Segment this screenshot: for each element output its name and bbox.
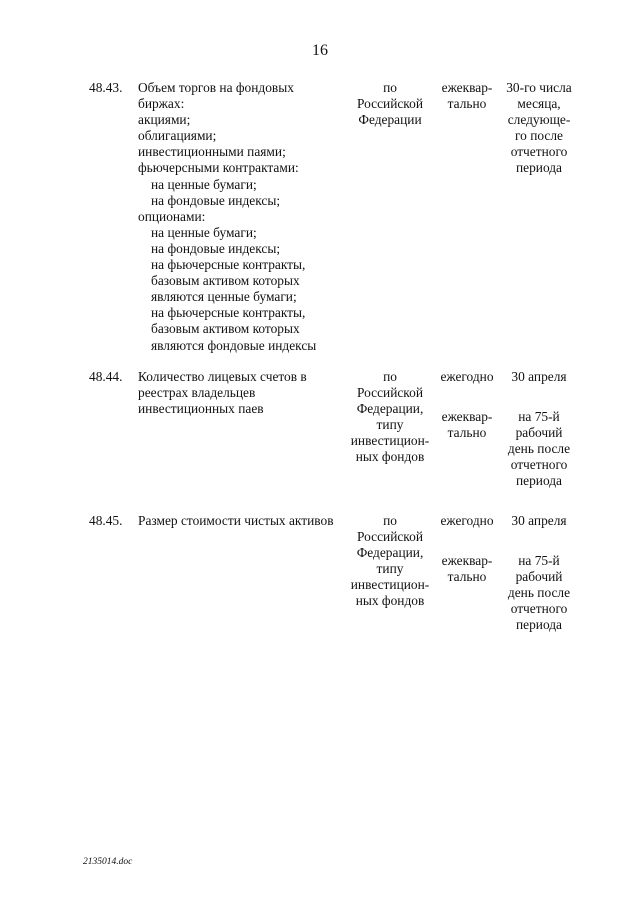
- frequency-line: ежеквар-: [441, 409, 493, 425]
- name-line: на фьючерсные контракты,: [151, 305, 306, 321]
- name-line: на ценные бумаги;: [151, 224, 257, 240]
- breakdown-scope: [344, 369, 436, 466]
- item-number: 48.44.: [89, 369, 123, 384]
- frequency-line: тально: [447, 569, 487, 585]
- frequency-line: тально: [447, 96, 487, 112]
- deadline-line: 30-го числа: [506, 80, 572, 95]
- name-line: базовым активом которых: [151, 273, 300, 289]
- frequency-line: ежегодно: [440, 369, 494, 384]
- scope-line: Российской: [357, 529, 423, 545]
- document-file-code: 2135014.doc: [83, 857, 133, 867]
- name-line: акциями;: [138, 112, 191, 128]
- name-line: на фондовые индексы;: [151, 192, 281, 208]
- scope-line: Российской: [357, 385, 423, 401]
- name-line: Размер стоимости чистых активов: [138, 513, 334, 528]
- deadline-line: периода: [515, 617, 563, 633]
- deadline-line: периода: [515, 473, 563, 489]
- breakdown-scope: [344, 80, 436, 128]
- deadline-line: отчетного: [510, 144, 568, 160]
- name-line: на ценные бумаги;: [151, 176, 257, 192]
- deadline: [500, 80, 578, 177]
- deadline-line: отчетного: [510, 457, 568, 473]
- name-line: на фондовые индексы;: [151, 240, 281, 256]
- name-line: являются фондовые индексы: [151, 337, 317, 353]
- deadline-line: день после: [507, 441, 571, 457]
- scope-line: Федерации,: [356, 401, 424, 417]
- name-line: облигациями;: [138, 128, 217, 144]
- scope-line: по: [383, 513, 397, 528]
- name-line: биржах:: [138, 96, 185, 112]
- deadline: [500, 369, 578, 490]
- frequency: [436, 80, 498, 112]
- scope-line: Федерации: [358, 112, 422, 128]
- name-line: опционами:: [138, 208, 206, 224]
- deadline-line: 30 апреля: [511, 513, 567, 528]
- name-line: базовым активом которых: [151, 321, 300, 337]
- deadline-line: на 75-й: [518, 553, 560, 569]
- frequency-line: ежегодно: [440, 513, 494, 528]
- name-line: Объем торгов на фондовых: [138, 80, 294, 95]
- frequency: [436, 513, 498, 585]
- indicator-name: [138, 369, 352, 417]
- scope-line: Российской: [357, 96, 423, 112]
- scope-line: инвестицион-: [350, 433, 430, 449]
- frequency-line: ежеквар-: [441, 80, 493, 95]
- deadline-line: следующе-: [507, 112, 571, 128]
- page-number: 16: [312, 42, 328, 59]
- item-number: 48.45.: [89, 513, 123, 528]
- breakdown-scope: [344, 513, 436, 610]
- scope-line: ных фондов: [355, 593, 425, 609]
- deadline-line: день после: [507, 585, 571, 601]
- indicator-name: [138, 513, 352, 529]
- item-number: 48.43.: [89, 80, 123, 95]
- deadline-line: периода: [515, 160, 563, 176]
- deadline-line: рабочий: [515, 425, 563, 441]
- scope-line: типу: [376, 417, 404, 433]
- scope-line: ных фондов: [355, 449, 425, 465]
- deadline-line: рабочий: [515, 569, 563, 585]
- scope-line: по: [383, 80, 397, 95]
- scope-line: Федерации,: [356, 545, 424, 561]
- frequency-line: ежеквар-: [441, 553, 493, 569]
- indicator-name: [138, 80, 352, 354]
- scope-line: типу: [376, 561, 404, 577]
- frequency-line: тально: [447, 425, 487, 441]
- deadline-line: на 75-й: [518, 409, 560, 425]
- name-line: на фьючерсные контракты,: [151, 257, 306, 273]
- scope-line: по: [383, 369, 397, 384]
- name-line: инвестиционных паев: [138, 401, 264, 417]
- deadline-line: месяца,: [517, 96, 561, 112]
- name-line: реестрах владельцев: [138, 385, 256, 401]
- deadline: [500, 513, 578, 634]
- deadline-line: 30 апреля: [511, 369, 567, 384]
- name-line: фьючерсными контрактами:: [138, 160, 299, 176]
- deadline-line: отчетного: [510, 601, 568, 617]
- deadline-line: го после: [515, 128, 563, 144]
- name-line: Количество лицевых счетов в: [138, 369, 307, 384]
- name-line: являются ценные бумаги;: [151, 289, 297, 305]
- name-line: инвестиционными паями;: [138, 144, 286, 160]
- scope-line: инвестицион-: [350, 577, 430, 593]
- frequency: [436, 369, 498, 441]
